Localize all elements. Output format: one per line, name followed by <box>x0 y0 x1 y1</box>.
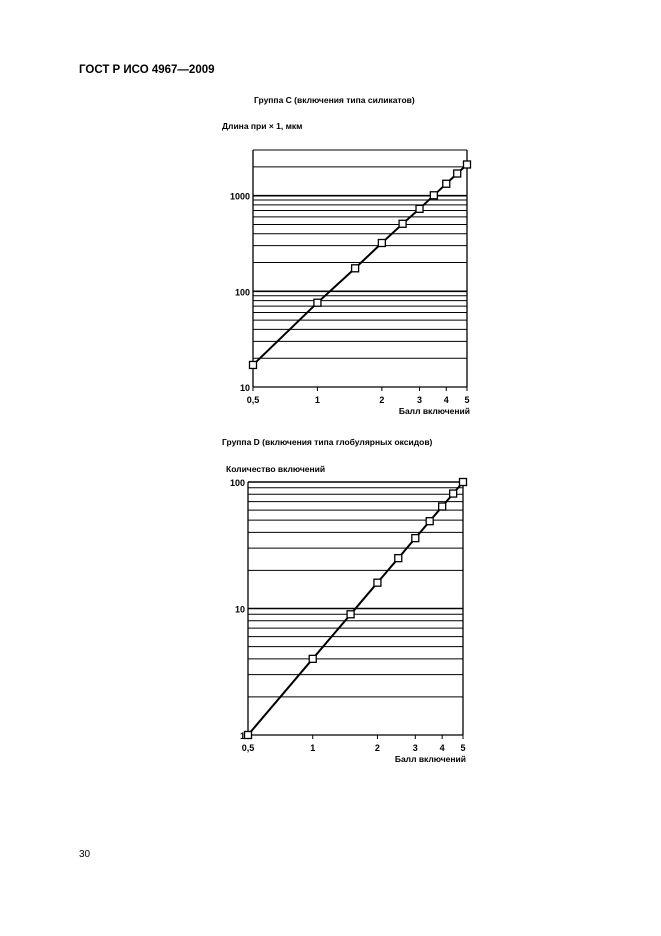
x-axis-label: Балл включений <box>398 406 470 416</box>
data-point <box>314 299 321 306</box>
data-point <box>245 732 252 739</box>
data-point <box>443 180 450 187</box>
x-tick-label: 0,5 <box>241 743 255 753</box>
x-tick-label: 0,5 <box>246 395 260 405</box>
document-header: ГОСТ Р ИСО 4967—2009 <box>79 64 215 76</box>
data-point <box>412 535 419 542</box>
data-point <box>399 220 406 227</box>
chart-group-c <box>222 121 471 416</box>
page-number: 30 <box>79 849 91 860</box>
data-point <box>378 239 385 246</box>
x-tick-label: 4 <box>443 395 449 405</box>
y-tick-label: 10 <box>234 604 245 615</box>
data-point <box>352 265 359 272</box>
data-point <box>430 192 437 199</box>
chart-d-title: Группа D (включения типа глобулярных оксидов) <box>222 437 433 447</box>
y-tick-label: 100 <box>234 287 250 298</box>
chart-c-title: Группа C (включения типа силикатов) <box>254 95 415 105</box>
x-axis-label: Балл включений <box>394 754 466 764</box>
data-point <box>309 655 316 662</box>
y-tick-label: 10 <box>239 383 250 393</box>
x-tick-label: 2 <box>379 395 385 405</box>
data-point <box>416 205 423 212</box>
data-point <box>454 170 461 177</box>
data-point <box>464 161 471 168</box>
x-tick-label: 4 <box>439 743 445 753</box>
data-point <box>347 611 354 618</box>
y-tick-label: 1000 <box>229 191 250 202</box>
x-tick-label: 1 <box>310 743 316 753</box>
data-point <box>426 518 433 525</box>
x-tick-label: 3 <box>412 743 418 753</box>
data-point <box>395 555 402 562</box>
data-point <box>374 579 381 586</box>
data-point <box>460 479 467 486</box>
y-axis-label: Длина при × 1, мкм <box>222 121 303 131</box>
x-tick-label: 5 <box>460 743 466 753</box>
x-tick-label: 1 <box>314 395 320 405</box>
x-tick-label: 5 <box>464 395 470 405</box>
data-point <box>450 490 457 497</box>
x-tick-label: 3 <box>417 395 423 405</box>
y-tick-label: 1 <box>239 731 245 741</box>
y-axis-label: Количество включений <box>226 464 326 474</box>
data-point <box>250 361 257 368</box>
x-tick-label: 2 <box>374 743 380 753</box>
chart-group-d <box>226 464 467 764</box>
y-tick-label: 100 <box>229 478 245 488</box>
data-point <box>439 503 446 510</box>
